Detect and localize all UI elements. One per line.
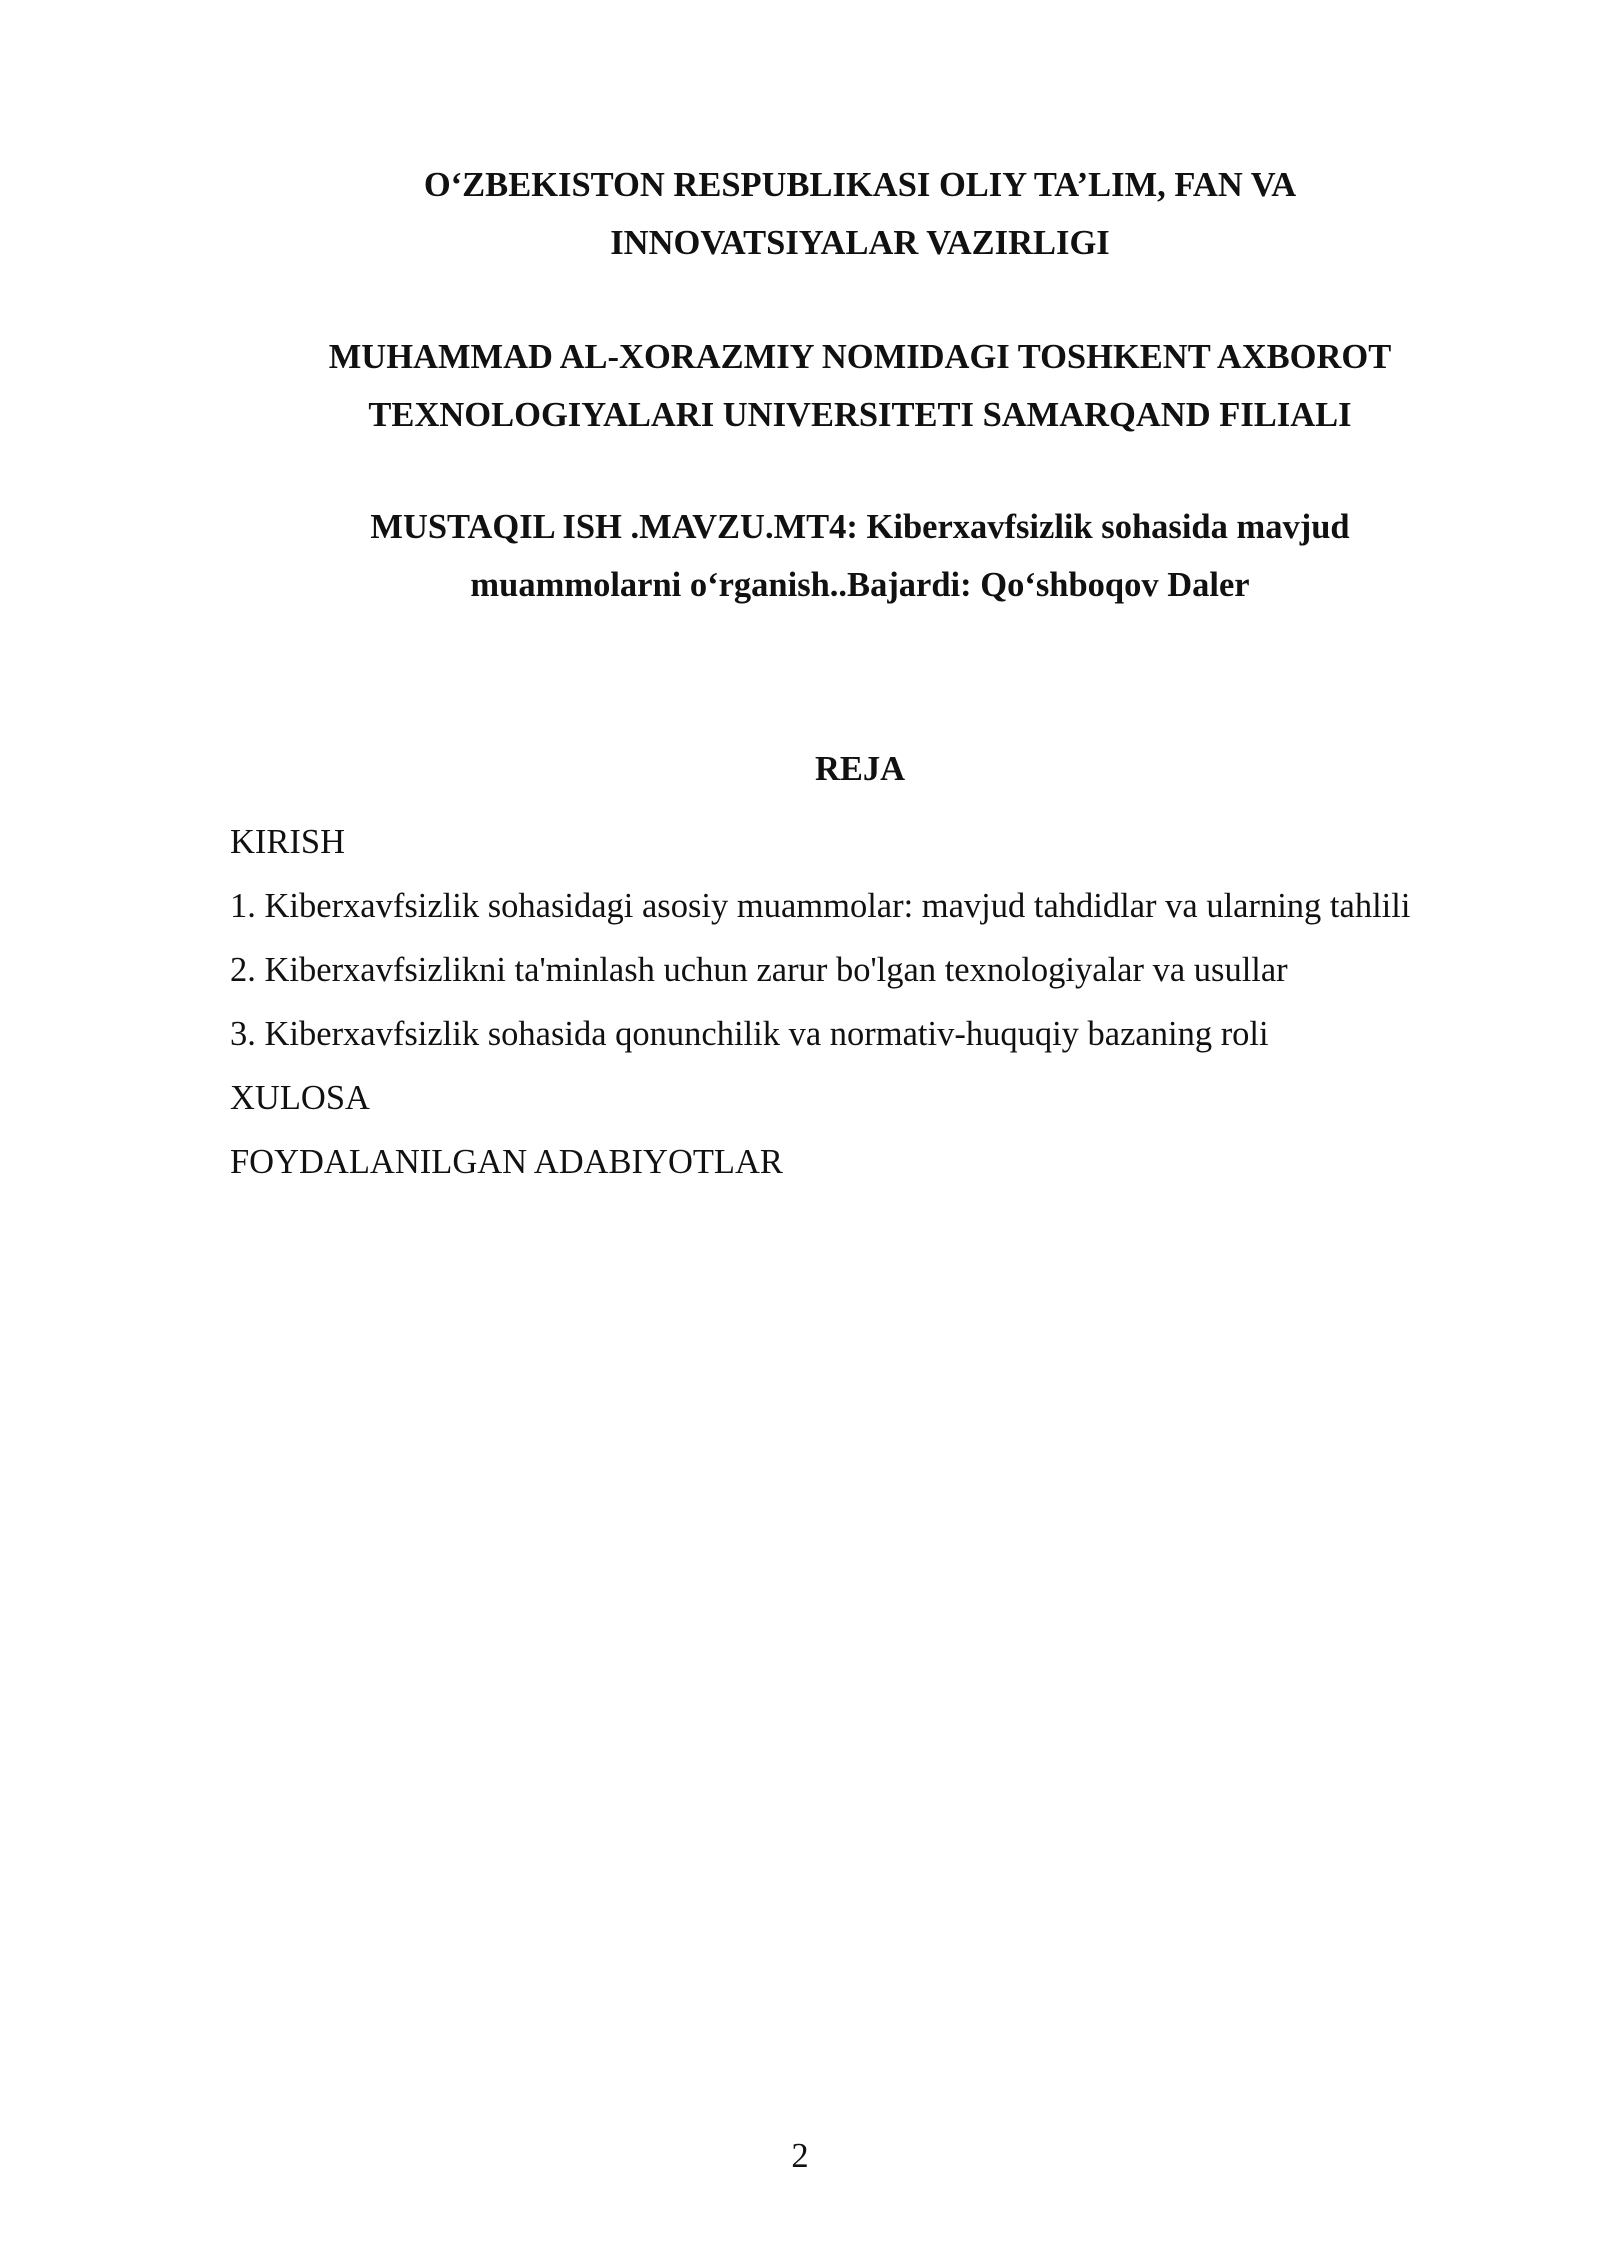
plan-item-references: FOYDALANILGAN ADABIYOTLAR [230,1143,783,1181]
ministry-heading [230,156,1490,272]
plan-item-conclusion: XULOSA [230,1079,370,1117]
plan-item-2: 2. Kiberxavfsizlikni ta'minlash uchun zarur bo'lgan texnologiyalar va usullar [230,951,1288,989]
plan-item-3: 3. Kiberxavfsizlik sohasida qonunchilik va normativ-huquqiy bazaning roli [230,1015,1269,1053]
university-heading [230,328,1490,444]
topic-heading [230,498,1490,614]
topic-heading-line-2: muammolarni o‘rganish..Bajardi: Qo‘shboqov Daler [470,566,1250,604]
plan-item-1: 1. Kiberxavfsizlik sohasidagi asosiy muammolar: mavjud tahdidlar va ularning tahlili [230,887,1411,925]
page-number: 2 [791,2137,809,2175]
plan-title: REJA [814,750,906,788]
plan-item-introduction: KIRISH [230,823,346,861]
ministry-heading-line-1: O‘ZBEKISTON RESPUBLIKASI OLIY TA’LIM, FAN VA [423,166,1297,204]
ministry-heading-line-2: INNOVATSIYALAR VAZIRLIGI [610,224,1110,262]
university-heading-line-1: MUHAMMAD AL-XORAZMIY NOMIDAGI TOSHKENT AXBOROT [328,338,1392,376]
university-heading-line-2: TEXNOLOGIYALARI UNIVERSITETI SAMARQAND FILIALI [368,396,1352,434]
topic-heading-line-1: MUSTAQIL ISH .MAVZU.MT4: Kiberxavfsizlik sohasida mavjud [370,508,1350,546]
plan-list [230,814,1460,1198]
